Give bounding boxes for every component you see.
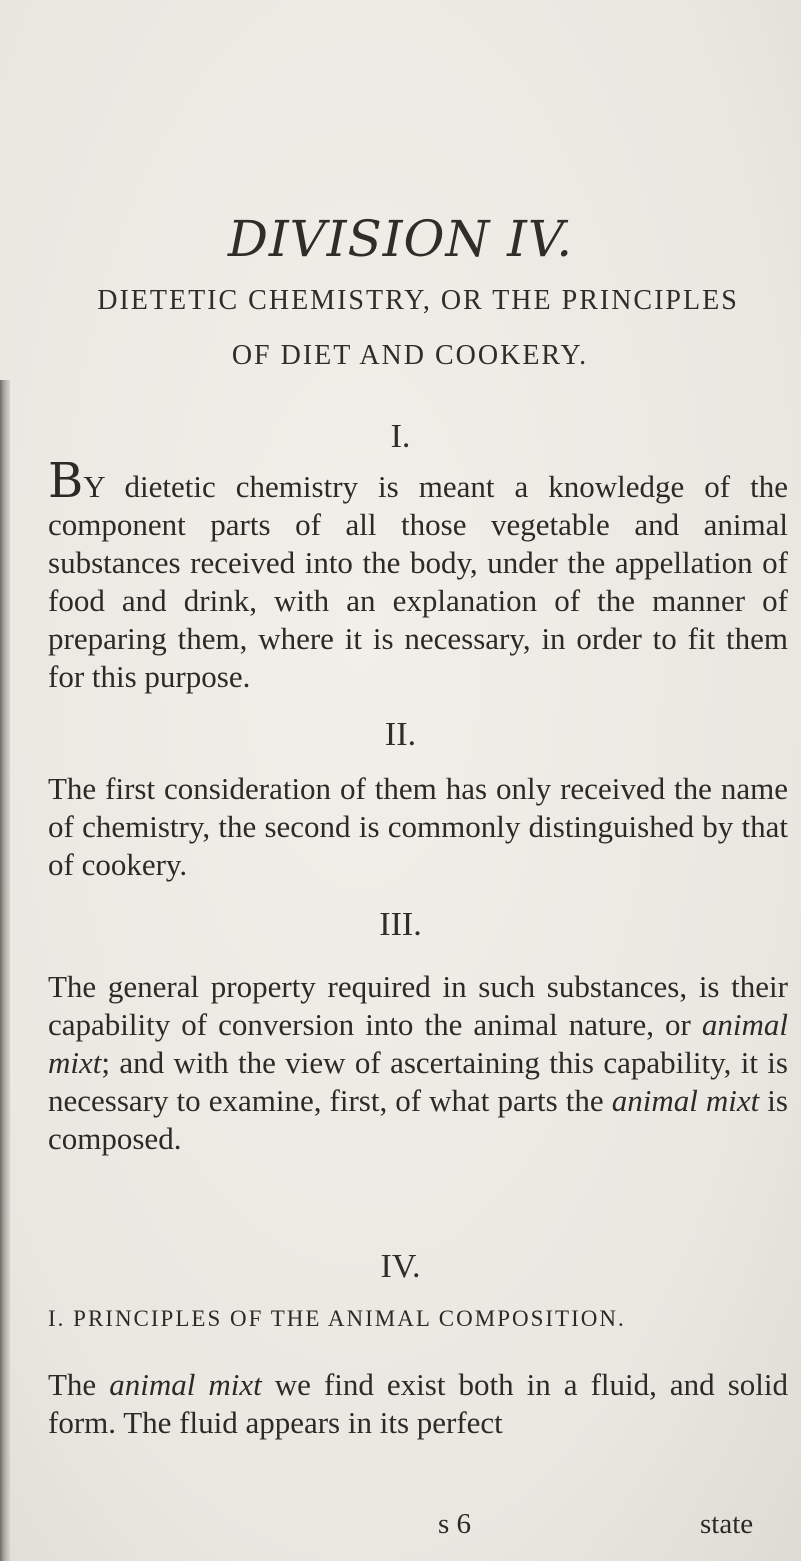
paragraph-3-part-1: The general property required in such substances, is their capability of conversion into the animal nature, or bbox=[48, 969, 788, 1042]
section-numeral-1: I. bbox=[390, 418, 411, 455]
paragraph-4-part-1: The bbox=[48, 1367, 110, 1402]
paragraph-1-text: Y dietetic chemistry is meant a knowledge of the component parts of all those vegetable and animal substances received into the body, under the appellation of food and drink, with an explanation of the manner of preparing them, where it is necessary, in order to fit them for this purpose. bbox=[48, 469, 788, 694]
paragraph-3-emphasis-1: animal mixt bbox=[48, 1007, 788, 1080]
subtitle-line-2: OF DIET AND COOKERY. bbox=[231, 340, 589, 371]
paragraph-3-part-3: is composed. bbox=[48, 1083, 788, 1156]
section-numeral-2: II. bbox=[384, 716, 417, 753]
division-title: DIVISION IV. bbox=[227, 210, 574, 268]
section-numeral-4: IV. bbox=[380, 1248, 421, 1285]
section-numeral-3: III. bbox=[379, 906, 422, 943]
paragraph-3-emphasis-2: animal mixt bbox=[611, 1083, 760, 1118]
paragraph-3-part-2: ; and with the view of ascertaining this capability, it is necessary to examine, first, of what parts the bbox=[48, 1045, 788, 1118]
binding-gutter bbox=[0, 380, 10, 1561]
paragraph-4-part-2: we find exist both in a fluid, and solid form. The fluid appears in its perfect bbox=[48, 1367, 788, 1440]
paragraph-4-emphasis-1: animal mixt bbox=[109, 1367, 262, 1402]
drop-cap: B bbox=[48, 453, 84, 509]
section-heading-principles: I. PRINCIPLES OF THE ANIMAL COMPOSITION. bbox=[48, 1306, 626, 1331]
catchword: state bbox=[700, 1508, 754, 1540]
paragraph-2: The first consideration of them has only received the name of chemistry, the second is commonly distinguished by that of cookery. bbox=[48, 771, 788, 882]
signature-mark: s 6 bbox=[438, 1508, 472, 1540]
paragraph-4 bbox=[48, 1366, 788, 1442]
paragraph-1 bbox=[48, 453, 788, 696]
subtitle-line-1: DIETETIC CHEMISTRY, OR THE PRINCIPLES bbox=[97, 285, 739, 316]
paragraph-3 bbox=[48, 968, 788, 1158]
